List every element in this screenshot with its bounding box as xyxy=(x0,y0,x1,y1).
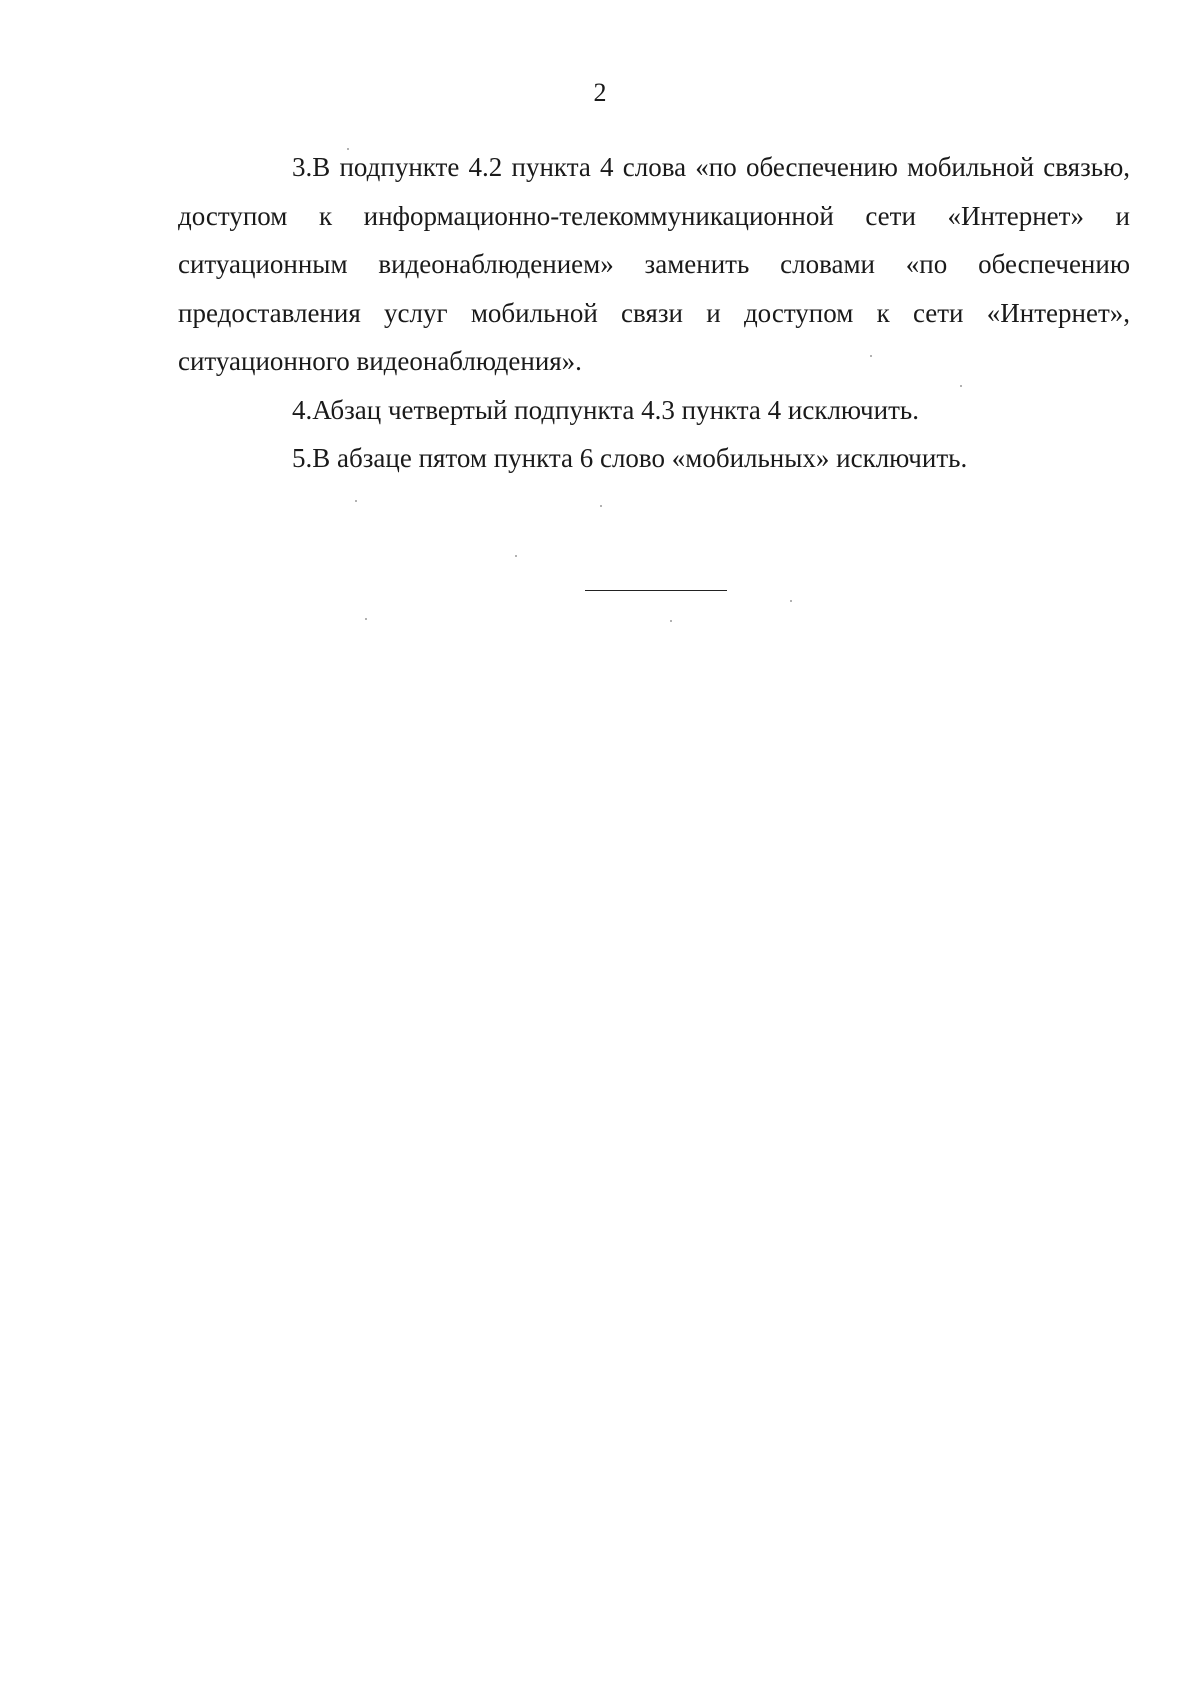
page-number: 2 xyxy=(593,78,607,107)
paragraph-number: 4. xyxy=(292,394,313,425)
scan-speck xyxy=(960,385,962,387)
document-body xyxy=(178,143,1130,483)
scan-speck xyxy=(870,355,872,357)
scan-speck xyxy=(670,620,672,622)
scan-speck xyxy=(600,505,602,507)
closing-separator-line xyxy=(585,590,727,591)
paragraph-text: В подпункте 4.2 пункта 4 слова «по обеспечению мобильной связью, доступом к информационно-телекоммуникационной сети «Интернет» и ситуационным видеонаблюдением» заменить словами «по обеспечению предоставления услуг мобильной связи и доступом к сети «Интернет», ситуационного видеонаблюдения». xyxy=(178,152,1130,376)
paragraph-text: Абзац четвертый подпункта 4.3 пункта 4 исключить. xyxy=(312,394,919,425)
scan-speck xyxy=(790,600,792,602)
paragraph-item-4 xyxy=(178,386,1130,435)
scan-speck xyxy=(515,555,517,557)
scan-speck xyxy=(355,500,357,502)
paragraph-item-3 xyxy=(178,143,1130,386)
scan-speck xyxy=(347,148,349,150)
paragraph-number: 5. xyxy=(292,443,313,473)
paragraph-text: В абзаце пятом пункта 6 слово «мобильных» исключить. xyxy=(312,443,968,473)
paragraph-item-5 xyxy=(178,434,1130,483)
scan-speck xyxy=(365,618,367,620)
paragraph-number: 3. xyxy=(292,152,313,182)
